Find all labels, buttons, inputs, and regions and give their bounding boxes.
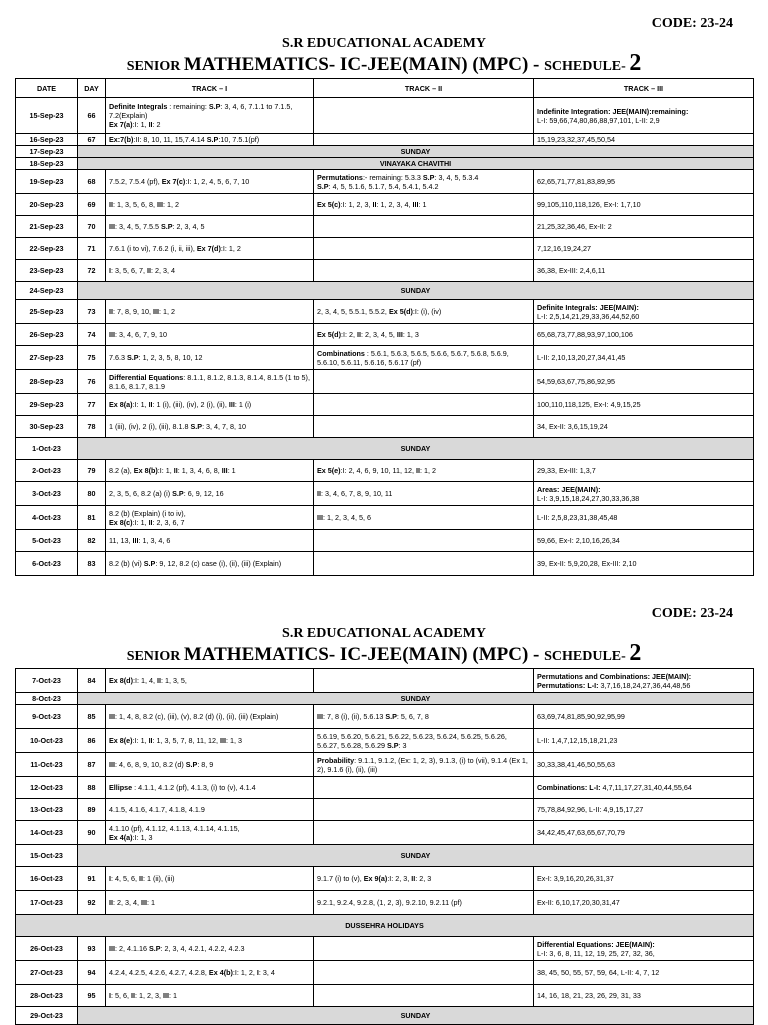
table-row — [16, 506, 754, 530]
track2-cell — [314, 416, 534, 438]
date-cell: 27-Oct-23 — [16, 961, 78, 985]
track2-cell: 9.2.1, 9.2.4, 9.2.8, (1, 2, 3), 9.2.10, 9.2.11 (pf) — [314, 891, 534, 915]
date-cell: 4-Oct-23 — [16, 506, 78, 530]
date-cell: 28-Sep-23 — [16, 370, 78, 394]
track2-cell: 9.1.7 (i) to (v), Ex 9(a):I: 2, 3, II: 2, 3 — [314, 867, 534, 891]
track1-cell: Ex:7(b):II: 8, 10, 11, 15,7.4.14 S.P:10, 7.5.1(pf) — [106, 134, 314, 146]
title-number: 2 — [629, 640, 642, 666]
date-cell: 18-Sep-23 — [16, 158, 78, 170]
track2-cell — [314, 260, 534, 282]
table-row — [16, 915, 754, 937]
table-row — [16, 961, 754, 985]
track3-cell: 21,25,32,36,46, Ex-II: 2 — [534, 216, 754, 238]
track1-cell: 4.1.5, 4.1.6, 4.1.7, 4.1.8, 4.1.9 — [106, 799, 314, 821]
holiday-cell: SUNDAY — [78, 845, 754, 867]
date-cell: 30-Sep-23 — [16, 416, 78, 438]
code-label: CODE: 23-24 — [651, 16, 733, 31]
holiday-cell: SUNDAY — [78, 438, 754, 460]
date-cell: 17-Sep-23 — [16, 146, 78, 158]
date-cell: 6-Oct-23 — [16, 552, 78, 576]
table-row — [16, 170, 754, 194]
track3-cell: Ex-I: 3,9,16,20,26,31,37 — [534, 867, 754, 891]
track3-cell: L-II: 2,10,13,20,27,34,41,45 — [534, 346, 754, 370]
date-cell: 10-Oct-23 — [16, 729, 78, 753]
table-row — [16, 693, 754, 705]
track3-cell: 30,33,38,41,46,50,55,63 — [534, 753, 754, 777]
date-cell: 16-Sep-23 — [16, 134, 78, 146]
track2-cell: Combinations : 5.6.1, 5.6.3, 5.6.5, 5.6.6, 5.6.7, 5.6.8, 5.6.9, 5.6.10, 5.6.11, 5.6.16, 5.6.17 (pf) — [314, 346, 534, 370]
track1-cell: III: 4, 6, 8, 9, 10, 8.2 (d) S.P: 8, 9 — [106, 753, 314, 777]
track3-cell: 36,38, Ex-III: 2,4,6,11 — [534, 260, 754, 282]
schedule-table-2 — [15, 668, 754, 1025]
table-row — [16, 324, 754, 346]
date-cell: 1-Oct-23 — [16, 438, 78, 460]
date-cell: 11-Oct-23 — [16, 753, 78, 777]
track2-cell: III: 7, 8 (i), (ii), 5.6.13 S.P: 5, 6, 7, 8 — [314, 705, 534, 729]
track3-cell: 39, Ex-II: 5,9,20,28, Ex-III: 2,10 — [534, 552, 754, 576]
track1-cell: I: 5, 6, II: 1, 2, 3, III: 1 — [106, 985, 314, 1007]
date-cell: 14-Oct-23 — [16, 821, 78, 845]
code-label-2: CODE: 23-24 — [651, 606, 733, 621]
date-cell: 28-Oct-23 — [16, 985, 78, 1007]
date-cell: 15-Oct-23 — [16, 845, 78, 867]
col-day-header: DAY — [78, 79, 106, 98]
table-row — [16, 216, 754, 238]
track2-cell — [314, 669, 534, 693]
title-senior: SENIOR — [126, 649, 184, 664]
track3-cell: Permutations and Combinations: JEE(MAIN): Permutations: L-I: 3,7,16,18,24,27,36,44,48,56 — [534, 669, 754, 693]
track3-cell: 75,78,84,92,96, L-II: 4,9,15,17,27 — [534, 799, 754, 821]
track2-cell: Ex 5(c):I: 1, 2, 3, II: 1, 2, 3, 4, III: 1 — [314, 194, 534, 216]
track2-cell — [314, 552, 534, 576]
day-cell: 81 — [78, 506, 106, 530]
col-track3-header: TRACK – III — [534, 79, 754, 98]
day-cell: 71 — [78, 238, 106, 260]
title-main: MATHEMATICS- IC-JEE(MAIN) (MPC) - — [183, 644, 545, 665]
track2-cell — [314, 985, 534, 1007]
table-row — [16, 530, 754, 552]
table-row — [16, 799, 754, 821]
day-cell: 73 — [78, 300, 106, 324]
day-cell: 70 — [78, 216, 106, 238]
track1-cell: I: 4, 5, 6, II: 1 (ii), (iii) — [106, 867, 314, 891]
track1-cell: III: 3, 4, 5, 7.5.5 S.P: 2, 3, 4, 5 — [106, 216, 314, 238]
track3-cell: 15,19,23,32,37,45,50,54 — [534, 134, 754, 146]
track1-cell: III: 2, 4.1.16 S.P: 2, 3, 4, 4.2.1, 4.2.2, 4.2.3 — [106, 937, 314, 961]
track3-cell: 14, 16, 18, 21, 23, 26, 29, 31, 33 — [534, 985, 754, 1007]
title-schedule: SCHEDULE- — [544, 59, 630, 74]
date-cell: 20-Sep-23 — [16, 194, 78, 216]
academy-name: S.R EDUCATIONAL ACADEMY — [282, 36, 486, 51]
day-cell: 87 — [78, 753, 106, 777]
table-row — [16, 394, 754, 416]
track2-cell — [314, 530, 534, 552]
day-cell: 92 — [78, 891, 106, 915]
day-cell: 82 — [78, 530, 106, 552]
day-cell: 75 — [78, 346, 106, 370]
day-cell: 78 — [78, 416, 106, 438]
track2-cell — [314, 394, 534, 416]
day-cell: 79 — [78, 460, 106, 482]
track1-cell: 2, 3, 5, 6, 8.2 (a) (i) S.P: 6, 9, 12, 16 — [106, 482, 314, 506]
table-row — [16, 260, 754, 282]
track1-cell: II: 7, 8, 9, 10, III: 1, 2 — [106, 300, 314, 324]
table-row — [16, 438, 754, 460]
day-cell: 84 — [78, 669, 106, 693]
track3-cell: 59,66, Ex-I: 2,10,16,26,34 — [534, 530, 754, 552]
track2-cell — [314, 937, 534, 961]
date-cell: 12-Oct-23 — [16, 777, 78, 799]
track1-cell: 4.2.4, 4.2.5, 4.2.6, 4.2.7, 4.2.8, Ex 4(b):I: 1, 2, I: 3, 4 — [106, 961, 314, 985]
table-row — [16, 552, 754, 576]
table-row — [16, 891, 754, 915]
track2-cell: 2, 3, 4, 5, 5.5.1, 5.5.2, Ex 5(d):I: (i), (iv) — [314, 300, 534, 324]
track3-cell: 34, Ex-II: 3,6,15,19,24 — [534, 416, 754, 438]
date-cell: 5-Oct-23 — [16, 530, 78, 552]
date-cell: 26-Sep-23 — [16, 324, 78, 346]
table-row — [16, 845, 754, 867]
date-cell: 26-Oct-23 — [16, 937, 78, 961]
track1-cell: 7.6.3 S.P: 1, 2, 3, 5, 8, 10, 12 — [106, 346, 314, 370]
date-cell: 17-Oct-23 — [16, 891, 78, 915]
day-cell: 91 — [78, 867, 106, 891]
table-row — [16, 460, 754, 482]
track1-cell: 11, 13, III: 1, 3, 4, 6 — [106, 530, 314, 552]
track1-cell: 1 (iii), (iv), 2 (i), (iii), 8.1.8 S.P: 3, 4, 7, 8, 10 — [106, 416, 314, 438]
col-date-header: DATE — [16, 79, 78, 98]
day-cell: 94 — [78, 961, 106, 985]
date-cell: 21-Sep-23 — [16, 216, 78, 238]
track1-cell: 8.2 (b) (Explain) (i to iv), Ex 8(c):I: 1, II: 2, 3, 6, 7 — [106, 506, 314, 530]
holiday-cell: DUSSEHRA HOLIDAYS — [16, 915, 754, 937]
day-cell: 72 — [78, 260, 106, 282]
holiday-cell: SUNDAY — [78, 1007, 754, 1025]
table-row — [16, 146, 754, 158]
date-cell: 23-Sep-23 — [16, 260, 78, 282]
track3-cell: Combinations: L-I: 4,7,11,17,27,31,40,44,55,64 — [534, 777, 754, 799]
table-row — [16, 370, 754, 394]
col-track1-header: TRACK – I — [106, 79, 314, 98]
day-cell: 69 — [78, 194, 106, 216]
track1-cell: 7.5.2, 7.5.4 (pf), Ex 7(c):I: 1, 2, 4, 5, 6, 7, 10 — [106, 170, 314, 194]
track2-cell: Ex 5(d):I: 2, II: 2, 3, 4, 5, III: 1, 3 — [314, 324, 534, 346]
table-row — [16, 158, 754, 170]
track3-cell: L-II: 1,4,7,12,15,18,21,23 — [534, 729, 754, 753]
day-cell: 68 — [78, 170, 106, 194]
track3-cell: 34,42,45,47,63,65,67,70,79 — [534, 821, 754, 845]
schedule-title-2 — [0, 642, 768, 668]
track3-cell: 63,69,74,81,85,90,92,95,99 — [534, 705, 754, 729]
date-cell: 2-Oct-23 — [16, 460, 78, 482]
track2-cell — [314, 370, 534, 394]
table-row — [16, 134, 754, 146]
track3-cell: 65,68,73,77,88,93,97,100,106 — [534, 324, 754, 346]
track2-cell — [314, 134, 534, 146]
day-cell: 66 — [78, 98, 106, 134]
track2-cell — [314, 98, 534, 134]
track3-cell: 29,33, Ex-III: 1,3,7 — [534, 460, 754, 482]
date-cell: 16-Oct-23 — [16, 867, 78, 891]
table-row — [16, 282, 754, 300]
track3-cell: 99,105,110,118,126, Ex-I: 1,7,10 — [534, 194, 754, 216]
col-track2-header: TRACK – II — [314, 79, 534, 98]
track1-cell: II: 2, 3, 4, III: 1 — [106, 891, 314, 915]
table-row — [16, 705, 754, 729]
table-row — [16, 867, 754, 891]
track2-cell: Ex 5(e):I: 2, 4, 6, 9, 10, 11, 12, II: 1, 2 — [314, 460, 534, 482]
academy-name-2: S.R EDUCATIONAL ACADEMY — [282, 626, 486, 641]
track1-cell: 8.2 (b) (vi) S.P: 9, 12, 8.2 (c) case (i), (ii), (iii) (Explain) — [106, 552, 314, 576]
table-header-row — [16, 79, 754, 98]
day-cell: 89 — [78, 799, 106, 821]
day-cell: 76 — [78, 370, 106, 394]
date-cell: 29-Oct-23 — [16, 1007, 78, 1025]
day-cell: 67 — [78, 134, 106, 146]
table-row — [16, 238, 754, 260]
track1-cell: III: 1, 4, 8, 8.2 (c), (iii), (v), 8.2 (d) (i), (ii), (iii) (Explain) — [106, 705, 314, 729]
day-cell: 90 — [78, 821, 106, 845]
track2-cell: II: 3, 4, 6, 7, 8, 9, 10, 11 — [314, 482, 534, 506]
date-cell: 8-Oct-23 — [16, 693, 78, 705]
title-number: 2 — [629, 50, 642, 76]
track3-cell: Indefinite Integration: JEE(MAIN):remaining: L-I: 59,66,74,80,86,88,97,101, L-II: 2,9 — [534, 98, 754, 134]
track2-cell — [314, 799, 534, 821]
day-cell: 83 — [78, 552, 106, 576]
table-row — [16, 985, 754, 1007]
track1-cell: Definite Integrals : remaining: S.P: 3, 4, 6, 7.1.1 to 7.1.5, 7.2(Explain) Ex 7(a):I: 1, II: 2 — [106, 98, 314, 134]
track2-cell: III: 1, 2, 3, 4, 5, 6 — [314, 506, 534, 530]
day-cell: 74 — [78, 324, 106, 346]
date-cell: 15-Sep-23 — [16, 98, 78, 134]
track2-cell: Permutations:- remaining: 5.3.3 S.P: 3, 4, 5, 5.3.4 S.P: 4, 5, 5.1.6, 5.1.7, 5.4, 5.4.1, 5.4.2 — [314, 170, 534, 194]
track1-cell: Ex 8(d):I: 1, 4, II: 1, 3, 5, — [106, 669, 314, 693]
title-senior: SENIOR — [126, 59, 184, 74]
table-row — [16, 416, 754, 438]
date-cell: 25-Sep-23 — [16, 300, 78, 324]
date-cell: 29-Sep-23 — [16, 394, 78, 416]
table-row — [16, 669, 754, 693]
track1-cell: Ellipse : 4.1.1, 4.1.2 (pf), 4.1.3, (i) to (v), 4.1.4 — [106, 777, 314, 799]
holiday-cell: SUNDAY — [78, 282, 754, 300]
date-cell: 22-Sep-23 — [16, 238, 78, 260]
holiday-cell: VINAYAKA CHAVITHI — [78, 158, 754, 170]
track2-cell: 5.6.19, 5.6.20, 5.6.21, 5.6.22, 5.6.23, 5.6.24, 5.6.25, 5.6.26, 5.6.27, 5.6.28, 5.6.29 S.P: 3 — [314, 729, 534, 753]
track1-cell: 8.2 (a), Ex 8(b):I: 1, II: 1, 3, 4, 6, 8, III: 1 — [106, 460, 314, 482]
track1-cell: Ex 8(a):I: 1, II: 1 (i), (iii), (iv), 2 (i), (ii), III: 1 (i) — [106, 394, 314, 416]
table-row — [16, 753, 754, 777]
title-schedule: SCHEDULE- — [544, 649, 630, 664]
table-row — [16, 346, 754, 370]
track3-cell: 100,110,118,125, Ex-I: 4,9,15,25 — [534, 394, 754, 416]
holiday-cell: SUNDAY — [78, 146, 754, 158]
track3-cell: 54,59,63,67,75,86,92,95 — [534, 370, 754, 394]
table-row — [16, 482, 754, 506]
track3-cell: Areas: JEE(MAIN): L-I: 3,9,15,18,24,27,30,33,36,38 — [534, 482, 754, 506]
track2-cell — [314, 777, 534, 799]
date-cell: 9-Oct-23 — [16, 705, 78, 729]
table-row — [16, 194, 754, 216]
track3-cell: 38, 45, 50, 55, 57, 59, 64, L-II: 4, 7, 12 — [534, 961, 754, 985]
track1-cell: 4.1.10 (pf), 4.1.12, 4.1.13, 4.1.14, 4.1.15, Ex 4(a):I: 1, 3 — [106, 821, 314, 845]
date-cell: 3-Oct-23 — [16, 482, 78, 506]
day-cell: 77 — [78, 394, 106, 416]
table-row — [16, 1007, 754, 1025]
track2-cell — [314, 238, 534, 260]
day-cell: 88 — [78, 777, 106, 799]
track2-cell — [314, 821, 534, 845]
date-cell: 24-Sep-23 — [16, 282, 78, 300]
track3-cell: Ex-II: 6,10,17,20,30,31,47 — [534, 891, 754, 915]
table-row — [16, 729, 754, 753]
track2-cell: Probability: 9.1.1, 9.1.2, (Ex: 1, 2, 3), 9.1.3, (i) to (vii), 9.1.4 (Ex 1, 2), 9.1.6 (i), (ii), (iii) — [314, 753, 534, 777]
date-cell: 27-Sep-23 — [16, 346, 78, 370]
day-cell: 95 — [78, 985, 106, 1007]
track1-cell: III: 3, 4, 6, 7, 9, 10 — [106, 324, 314, 346]
schedule-title — [0, 52, 768, 78]
table-row — [16, 777, 754, 799]
table-row — [16, 937, 754, 961]
day-cell: 93 — [78, 937, 106, 961]
table-row — [16, 300, 754, 324]
title-main: MATHEMATICS- IC-JEE(MAIN) (MPC) - — [183, 54, 545, 75]
holiday-cell: SUNDAY — [78, 693, 754, 705]
date-cell: 7-Oct-23 — [16, 669, 78, 693]
table-row — [16, 821, 754, 845]
track3-cell: Differential Equations: JEE(MAIN): L-I: 3, 6, 8, 11, 12, 19, 25, 27, 32, 36, — [534, 937, 754, 961]
track3-cell: 62,65,71,77,81,83,89,95 — [534, 170, 754, 194]
schedule-table-1 — [15, 78, 754, 576]
track2-cell — [314, 961, 534, 985]
track1-cell: Differential Equations: 8.1.1, 8.1.2, 8.1.3, 8.1.4, 8.1.5 (1 to 5), 8.1.6, 8.1.7, 8.1.9 — [106, 370, 314, 394]
track1-cell: 7.6.1 (i to vi), 7.6.2 (i, ii, iii), Ex 7(d):I: 1, 2 — [106, 238, 314, 260]
track3-cell: L-II: 2,5,8,23,31,38,45,48 — [534, 506, 754, 530]
day-cell: 80 — [78, 482, 106, 506]
track1-cell: II: 1, 3, 5, 6, 8, III: 1, 2 — [106, 194, 314, 216]
date-cell: 19-Sep-23 — [16, 170, 78, 194]
track1-cell: I: 3, 5, 6, 7, II: 2, 3, 4 — [106, 260, 314, 282]
day-cell: 85 — [78, 705, 106, 729]
track2-cell — [314, 216, 534, 238]
track3-cell: 7,12,16,19,24,27 — [534, 238, 754, 260]
day-cell: 86 — [78, 729, 106, 753]
track1-cell: Ex 8(e):I: 1, II: 1, 3, 5, 7, 8, 11, 12, III: 1, 3 — [106, 729, 314, 753]
date-cell: 13-Oct-23 — [16, 799, 78, 821]
table-row — [16, 98, 754, 134]
track3-cell: Definite Integrals: JEE(MAIN): L-I: 2,5,14,21,29,33,36,44,52,60 — [534, 300, 754, 324]
